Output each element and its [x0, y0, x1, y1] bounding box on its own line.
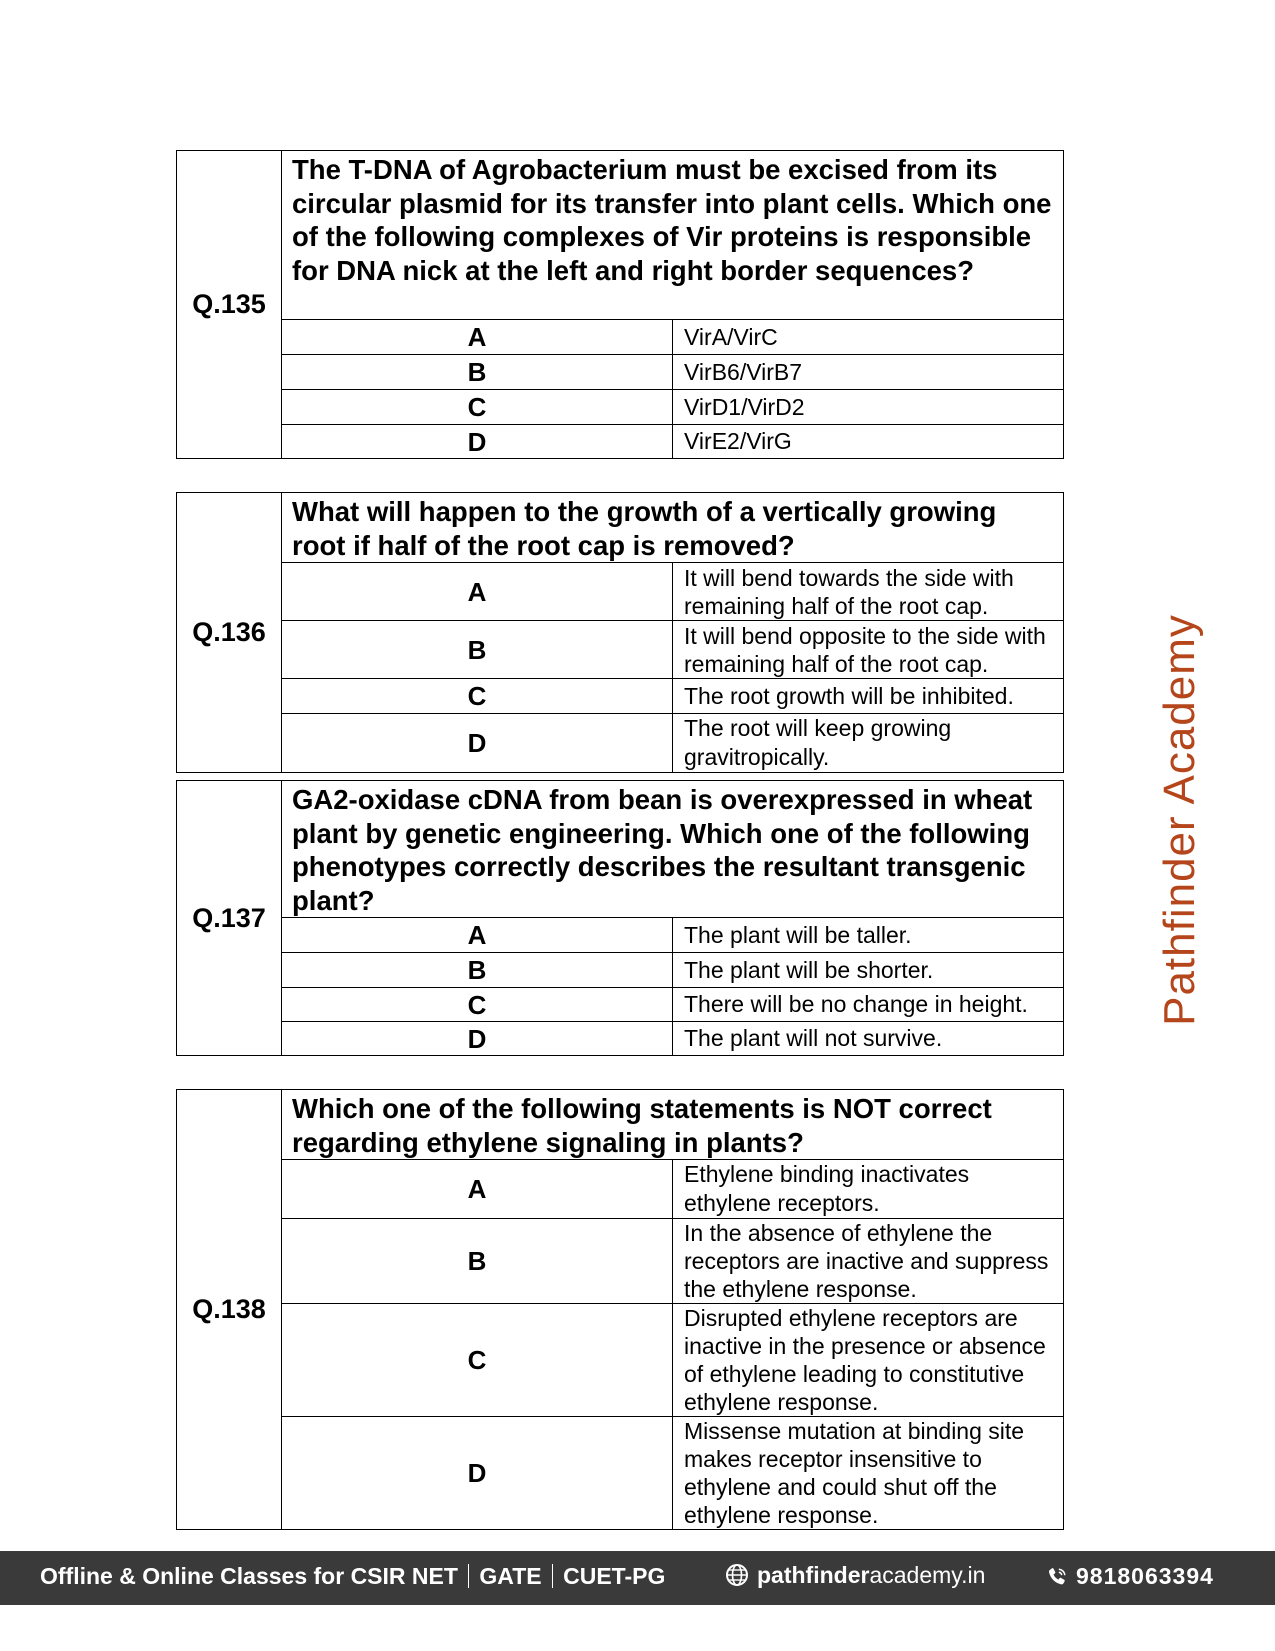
question-number: Q.136 — [177, 493, 282, 773]
footer-website-light: academy.in — [869, 1562, 986, 1588]
question-stem: Which one of the following statements is NOT correct regarding ethylene signaling in plants? — [282, 1090, 1064, 1160]
footer-classes — [40, 1563, 665, 1590]
footer-classes-cuet: CUET-PG — [563, 1563, 666, 1589]
question-stem: What will happen to the growth of a vertically growing root if half of the root cap is removed? — [282, 493, 1064, 563]
question-stem: GA2-oxidase cDNA from bean is overexpressed in wheat plant by genetic engineering. Which one of the following phenotypes correctly describes the resultant transgenic plant? — [282, 781, 1064, 918]
question-135-table — [176, 150, 1064, 459]
footer-website[interactable] — [725, 1562, 985, 1589]
option-text: It will bend towards the side with remaining half of the root cap. — [673, 563, 1064, 621]
option-text: It will bend opposite to the side with remaining half of the root cap. — [673, 621, 1064, 679]
option-letter: D — [282, 425, 673, 459]
option-letter: B — [282, 953, 673, 988]
option-letter: C — [282, 390, 673, 425]
globe-icon — [725, 1563, 749, 1587]
option-letter: B — [282, 355, 673, 390]
option-letter: C — [282, 1304, 673, 1417]
option-letter: C — [282, 679, 673, 714]
option-letter: A — [282, 320, 673, 355]
option-text: The plant will be shorter. — [673, 953, 1064, 988]
watermark: Pathfinder Academy — [1155, 614, 1204, 1026]
question-stem: The T-DNA of Agrobacterium must be excised from its circular plasmid for its transfer into plant cells. Which one of the following complexes of Vir proteins is responsible for DNA nick at the left and right border sequences? — [282, 151, 1064, 320]
footer-website-bold: pathfinder — [757, 1562, 870, 1588]
question-number: Q.138 — [177, 1090, 282, 1530]
option-text: The plant will not survive. — [673, 1022, 1064, 1056]
question-138-table — [176, 1089, 1064, 1530]
option-letter: B — [282, 621, 673, 679]
question-137-table — [176, 780, 1064, 1056]
option-text: The root growth will be inhibited. — [673, 679, 1064, 714]
option-text: VirA/VirC — [673, 320, 1064, 355]
option-text: In the absence of ethylene the receptors are inactive and suppress the ethylene response. — [673, 1219, 1064, 1304]
option-letter: A — [282, 1160, 673, 1219]
option-text: Disrupted ethylene receptors are inactive in the presence or absence of ethylene leading to constitutive ethylene response. — [673, 1304, 1064, 1417]
option-letter: B — [282, 1219, 673, 1304]
option-letter: D — [282, 1417, 673, 1530]
option-text: VirD1/VirD2 — [673, 390, 1064, 425]
footer-classes-gate: GATE — [479, 1563, 542, 1589]
question-136-table — [176, 492, 1064, 773]
option-letter: D — [282, 1022, 673, 1056]
option-letter: A — [282, 918, 673, 953]
option-letter: C — [282, 988, 673, 1022]
footer-divider — [468, 1564, 470, 1588]
option-text: The plant will be taller. — [673, 918, 1064, 953]
option-text: VirE2/VirG — [673, 425, 1064, 459]
footer-phone-number: 9818063394 — [1076, 1563, 1214, 1589]
footer-divider — [552, 1564, 554, 1588]
footer-classes-csir: Offline & Online Classes for CSIR NET — [40, 1563, 458, 1589]
option-letter: A — [282, 563, 673, 621]
question-number: Q.135 — [177, 151, 282, 459]
option-text: VirB6/VirB7 — [673, 355, 1064, 390]
footer-phone[interactable] — [1046, 1563, 1214, 1590]
option-letter: D — [282, 714, 673, 773]
option-text: Ethylene binding inactivates ethylene receptors. — [673, 1160, 1064, 1219]
option-text: Missense mutation at binding site makes receptor insensitive to ethylene and could shut off the ethylene response. — [673, 1417, 1064, 1530]
footer-bar — [0, 1551, 1275, 1605]
option-text: The root will keep growing gravitropically. — [673, 714, 1064, 773]
phone-icon — [1046, 1566, 1068, 1588]
option-text: There will be no change in height. — [673, 988, 1064, 1022]
question-number: Q.137 — [177, 781, 282, 1056]
